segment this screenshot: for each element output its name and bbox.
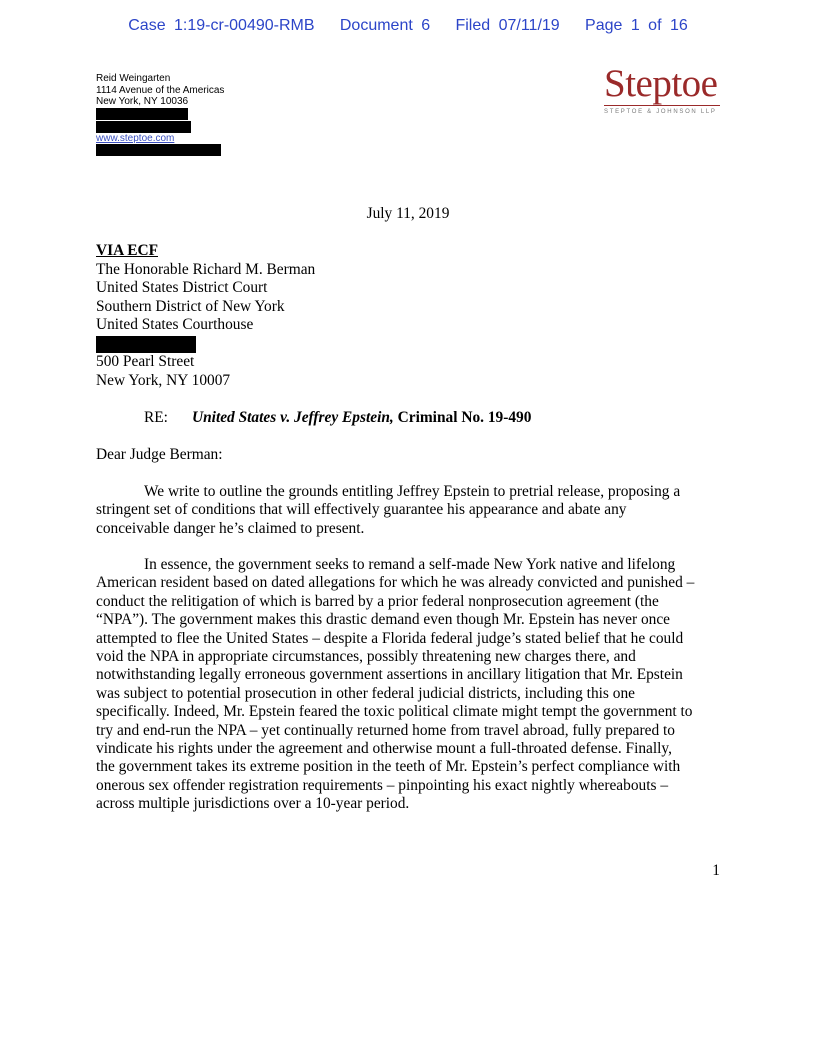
paragraph-line: was subject to potential prosecution in other federal judicial districts, including this one — [96, 684, 635, 702]
paragraph-line: conduct the relitigation of which is barred by a prior federal nonprosecution agreement (the — [96, 592, 659, 610]
recipient-line: United States District Court — [96, 279, 268, 296]
re-line — [144, 409, 531, 427]
paragraph-line: stringent set of conditions that will effectively guarantee his appearance and abate any — [96, 501, 627, 519]
paragraph-line: try and end-run the NPA – yet continually returned home from travel abroad, fully prepared to — [96, 721, 675, 739]
sender-website-link[interactable]: www.steptoe.com — [96, 132, 175, 144]
case-number: Criminal No. 19-490 — [397, 409, 532, 426]
paragraph-line: onerous sex offender registration requirements – pinpointing his exact nightly whereabouts – — [96, 776, 669, 794]
redaction-bar — [96, 108, 188, 120]
sender-block — [96, 73, 224, 156]
recipient-city: New York, NY 10007 — [96, 371, 231, 389]
sender-address-line1: 1114 Avenue of the Americas — [96, 84, 225, 96]
recipient-line: Southern District of New York — [96, 297, 285, 315]
paragraph-line: notwithstanding legally erroneous government assertions in ancillary litigation that Mr. Epstein — [96, 666, 683, 684]
paragraph-line: attempted to flee the United States – despite a Florida federal judge’s stated belief that he could — [96, 629, 684, 647]
firm-logo — [604, 64, 720, 115]
body-paragraph-1 — [96, 483, 720, 538]
paragraph-line: vindicate his rights under the agreement and otherwise mount a full-throated defense. Finally, — [96, 740, 672, 758]
salutation: Dear Judge Berman: — [96, 446, 223, 463]
sender-address-line2: New York, NY 10036 — [96, 96, 189, 107]
paragraph-line: void the NPA in appropriate circumstances, possibly threatening new charges there, and — [96, 648, 636, 666]
re-label: RE: — [144, 409, 168, 426]
paragraph-line: We write to outline the grounds entitling Jeffrey Epstein to pretrial release, proposing a — [144, 483, 681, 500]
logo-wordmark: Steptoe — [604, 62, 718, 105]
case-filing-stamp: Case 1:19-cr-00490-RMB Document 6 Filed 07/11/19 Page 1 of 16 — [128, 17, 688, 34]
delivery-method: VIA ECF — [96, 242, 158, 259]
recipient-line: United States Courthouse — [96, 316, 254, 333]
recipient-line: The Honorable Richard M. Berman — [96, 260, 316, 278]
paragraph-line: In essence, the government seeks to remand a self-made New York native and lifelong — [144, 556, 676, 573]
letter-date: July 11, 2019 — [366, 205, 450, 222]
recipient-address — [96, 242, 315, 390]
redaction-bar — [96, 121, 191, 133]
paragraph-line: specifically. Indeed, Mr. Epstein feared the toxic political climate might tempt the government to — [96, 703, 693, 721]
logo-rule — [604, 105, 720, 106]
paragraph-line: “NPA”). The government makes this drastic demand even though Mr. Epstein has never once — [96, 611, 671, 629]
paragraph-line: across multiple jurisdictions over a 10-year period. — [96, 795, 410, 813]
redaction-bar — [96, 336, 196, 353]
recipient-street: 500 Pearl Street — [96, 353, 195, 370]
logo-firm-name: STEPTOE & JOHNSON LLP — [604, 109, 717, 115]
page-number: 1 — [712, 862, 720, 879]
body-paragraph-2 — [96, 556, 720, 814]
case-caption: United States v. Jeffrey Epstein, — [192, 409, 394, 426]
paragraph-line: the government takes its extreme position in the teeth of Mr. Epstein’s perfect compliance with — [96, 758, 681, 776]
paragraph-line: conceivable danger he’s claimed to present. — [96, 519, 365, 537]
redaction-bar — [96, 144, 221, 156]
sender-name: Reid Weingarten — [96, 73, 171, 84]
paragraph-line: American resident based on dated allegations for which he was already convicted and punished – — [96, 574, 695, 592]
